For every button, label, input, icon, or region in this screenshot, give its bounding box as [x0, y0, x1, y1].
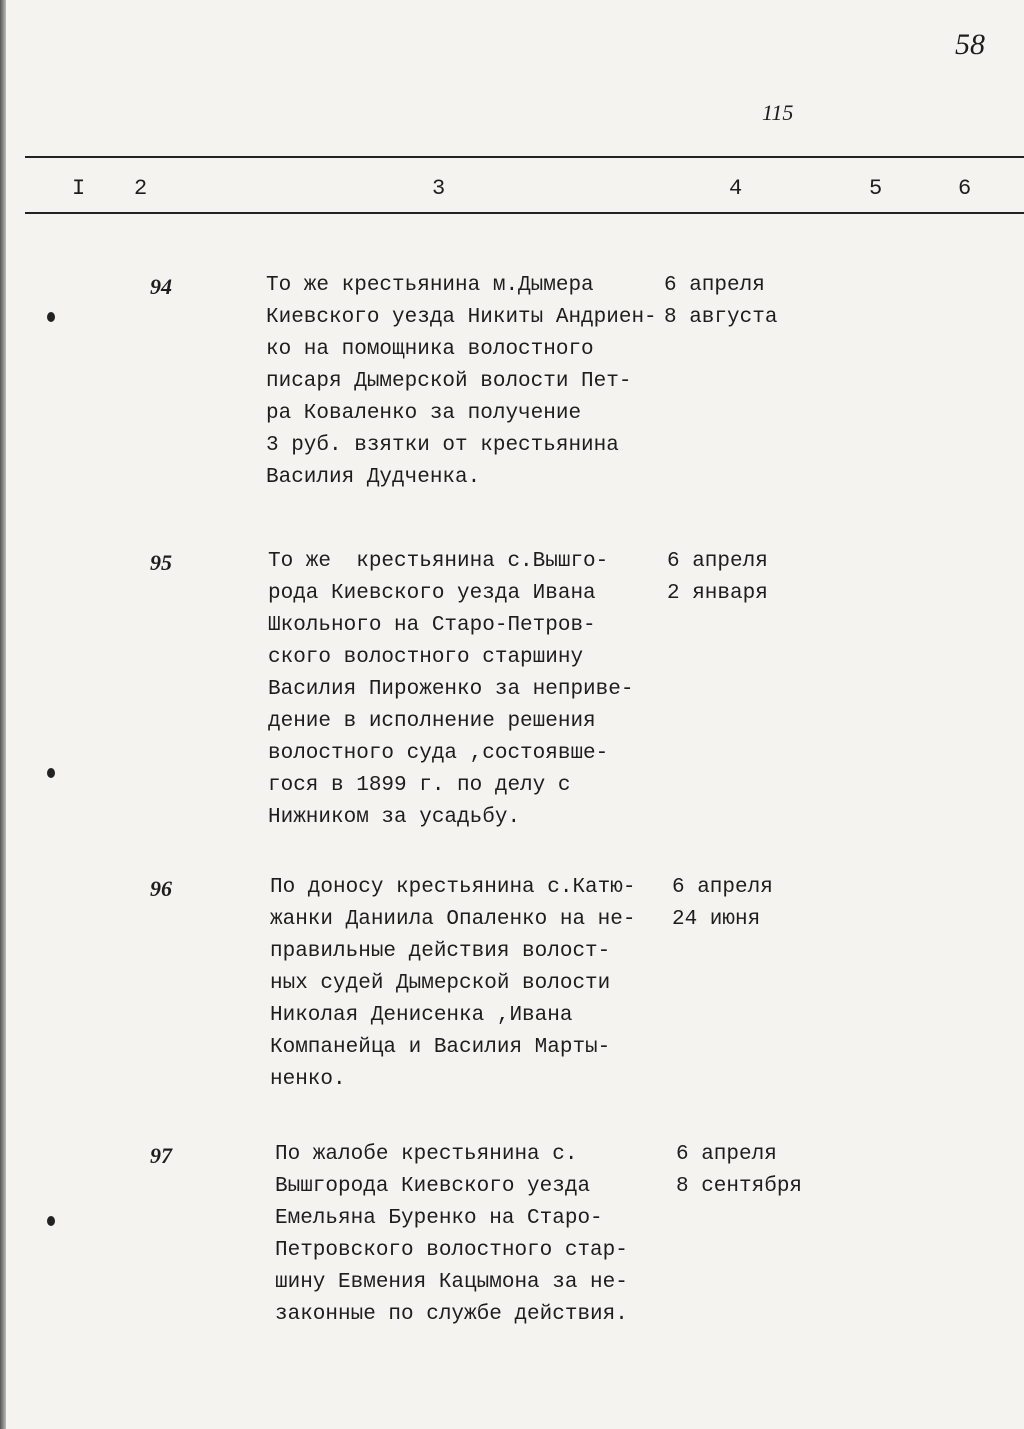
date-line: 8 сентября — [676, 1175, 803, 1198]
entry-number: 94 — [150, 274, 172, 299]
entry-description — [266, 270, 657, 494]
page-number: 115 — [762, 100, 794, 125]
description-line: Николая Денисенка ,Ивана — [270, 1004, 573, 1027]
entry-dates — [672, 872, 773, 936]
description-line: шину Евмения Кацымона за не- — [275, 1271, 628, 1294]
description-line: По жалобе крестьянина с. — [275, 1143, 578, 1166]
date-line: 6 апреля — [676, 1143, 777, 1166]
entry-number: 96 — [150, 876, 172, 901]
description-line: ского волостного старшину — [268, 646, 584, 669]
description-line: Петровского волостного стар- — [275, 1239, 628, 1262]
binding-hole — [47, 1216, 55, 1226]
entry-number: 97 — [150, 1143, 172, 1168]
description-line: Василия Пироженко за неприве- — [268, 678, 634, 701]
date-line: 2 января — [667, 582, 768, 605]
entry-dates — [664, 270, 777, 334]
description-line: писаря Дымерской волости Пет- — [266, 370, 632, 393]
date-line: 6 апреля — [672, 876, 773, 899]
date-line: 6 апреля — [667, 550, 768, 573]
description-line: По доносу крестьянина с.Катю- — [270, 876, 636, 899]
date-line: 6 апреля — [664, 274, 765, 297]
description-line: Емельяна Буренко на Старо- — [275, 1207, 603, 1230]
description-line: Нижником за усадьбу. — [268, 806, 521, 829]
description-line: То же крестьянина м.Дымера — [266, 274, 594, 297]
description-line: Школьного на Старо-Петров- — [268, 614, 596, 637]
date-line: 8 августа — [664, 306, 778, 329]
column-number: 4 — [729, 176, 743, 201]
description-line: волостного суда ,состоявше- — [268, 742, 609, 765]
description-line: законные по службе действия. — [275, 1303, 628, 1326]
description-line: ко на помощника волостного — [266, 338, 594, 361]
header-bottom-rule — [25, 212, 1024, 214]
description-line: То же крестьянина с.Вышго- — [268, 550, 609, 573]
entry-dates — [676, 1139, 802, 1203]
description-line: Вышгорода Киевского уезда — [275, 1175, 591, 1198]
column-number: 6 — [958, 176, 972, 201]
description-line: правильные действия волост- — [270, 940, 611, 963]
entry-description — [270, 872, 635, 1096]
description-line: ненко. — [270, 1068, 346, 1091]
description-line: Василия Дудченка. — [266, 466, 481, 489]
binding-hole — [47, 768, 55, 778]
column-number: 2 — [134, 176, 148, 201]
entry-description — [268, 546, 633, 834]
header-top-rule — [25, 156, 1024, 158]
description-line: ных судей Дымерской волости — [270, 972, 611, 995]
date-line: 24 июня — [672, 908, 761, 931]
description-line: Компанейца и Василия Марты- — [270, 1036, 611, 1059]
scan-edge — [0, 0, 6, 1429]
description-line: гося в 1899 г. по делу с — [268, 774, 571, 797]
column-number: 3 — [432, 176, 446, 201]
description-line: жанки Даниила Опаленко на не- — [270, 908, 636, 931]
description-line: ра Коваленко за получение — [266, 402, 582, 425]
binding-hole — [47, 312, 55, 322]
entry-description — [275, 1139, 628, 1331]
entry-dates — [667, 546, 768, 610]
description-line: рода Киевского уезда Ивана — [268, 582, 596, 605]
column-number: I — [72, 176, 86, 201]
folio-number: 58 — [955, 28, 985, 61]
description-line: Киевского уезда Никиты Андриен- — [266, 306, 657, 329]
description-line: 3 руб. взятки от крестьянина — [266, 434, 619, 457]
entry-number: 95 — [150, 550, 172, 575]
column-number: 5 — [869, 176, 883, 201]
description-line: дение в исполнение решения — [268, 710, 596, 733]
